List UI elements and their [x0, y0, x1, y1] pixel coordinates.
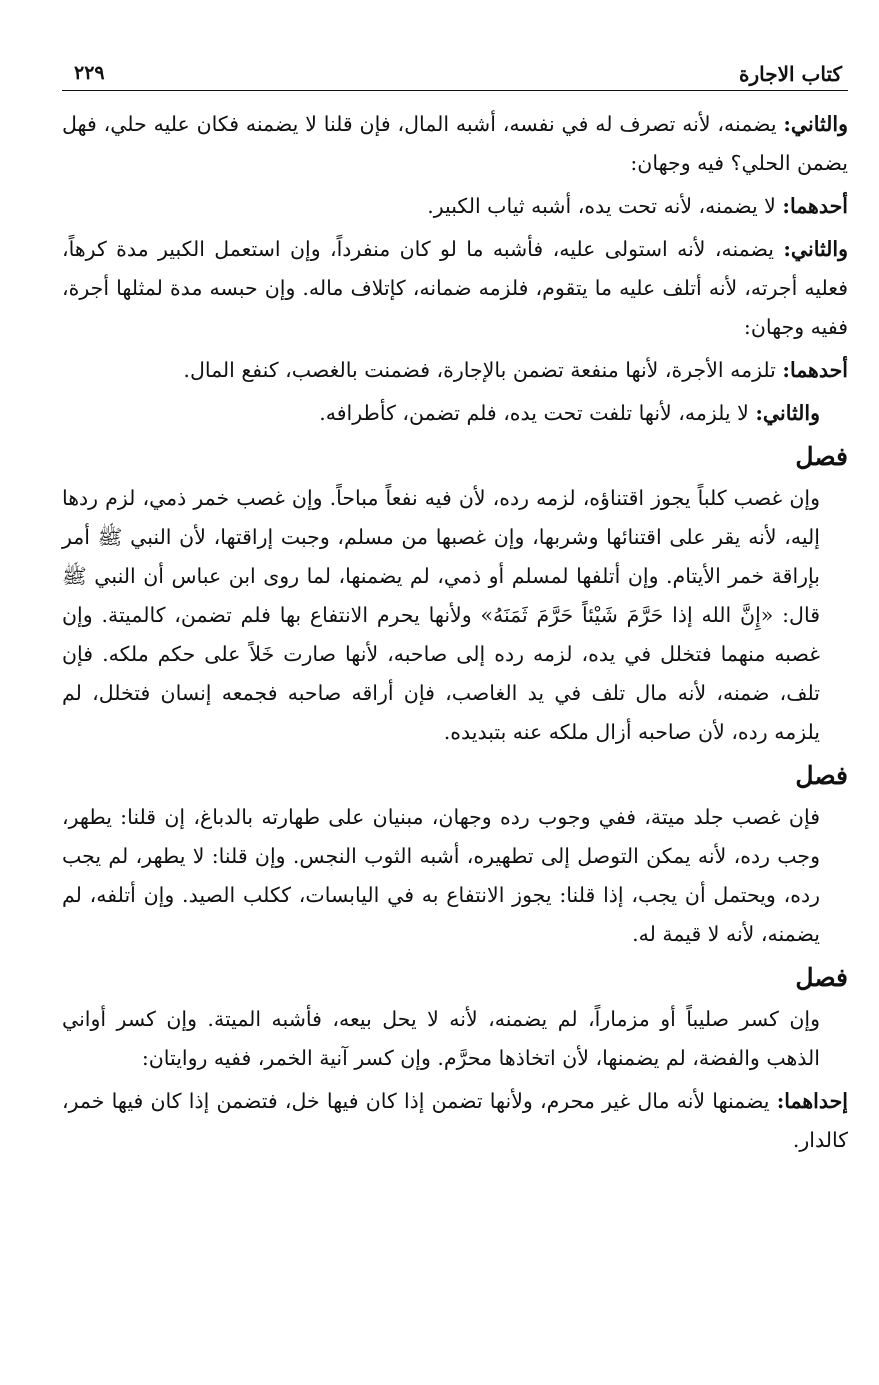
paragraph-text: لا يلزمه، لأنها تلفت تحت يده، فلم تضمن، كأطرافه.: [319, 401, 756, 425]
paragraph-text: لا يضمنه، لأنه تحت يده، أشبه ثياب الكبير.: [427, 194, 783, 218]
paragraph: [62, 230, 848, 347]
paragraph: وإن كسر صليباً أو مزماراً، لم يضمنه، لأنه لا يحل بيعه، فأشبه الميتة. وإن كسر أواني الذهب والفضة، لم يضمنها، لأن اتخاذها محرَّم. وإن كسر آنية الخمر، ففيه روايتان:: [62, 1007, 820, 1070]
page-body: [62, 105, 848, 1160]
paragraph-lead: إحداهما:: [776, 1089, 848, 1113]
page-header: [62, 58, 848, 91]
section-heading: فصل: [795, 442, 848, 471]
paragraph-lead: والثاني:: [783, 112, 848, 136]
page-number: ٢٢٩: [74, 62, 105, 84]
paragraph-lead: والثاني:: [755, 401, 820, 425]
paragraph: فإن غصب جلد ميتة، ففي وجوب رده وجهان، مبنيان على طهارته بالدباغ، إن قلنا: يطهر، وجب رده، لأنه يمكن التوصل إلى تطهيره، أشبه الثوب النجس. وإن قلنا: لا يطهر، لم يجب رده، ويحتمل أن يجب، إذا قلنا: يجوز الانتفاع به في اليابسات، ككلب الصيد. وإن أتلفه، لم يضمنه، لأنه لا قيمة له.: [62, 805, 820, 946]
paragraph-lead: أحدهما:: [782, 358, 848, 382]
paragraph-text: تلزمه الأجرة، لأنها منفعة تضمن بالإجارة، فضمنت بالغصب، كنفع المال.: [183, 358, 783, 382]
section-heading: فصل: [795, 761, 848, 790]
paragraph: وإن غصب كلباً يجوز اقتناؤه، لزمه رده، لأن فيه نفعاً مباحاً. وإن غصب خمر ذمي، لزم ردها إليه، لأنه يقر على اقتنائها وشربها، وإن غصبها من مسلم، وجبت إراقتها، لأن النبي ﷺ أمر بإراقة خمر الأيتام. وإن أتلفها لمسلم أو ذمي، لم يضمنها، لما روى ابن عباس أن النبي ﷺ قال: «إِنَّ الله إذا حَرَّمَ شَيْئاً حَرَّمَ ثَمَنَهُ» ولأنها يحرم الانتفاع بها فلم تضمن، كالميتة. وإن غصبه منهما فتخلل في يده، لزمه رده إلى صاحبه، لأنها صارت خَلاً على حكم ملكه. فإن تلف، ضمنه، لأنه مال تلف في يد الغاصب، فإن أراقه صاحبه فجمعه إنسان فتخلل، لم يلزمه رده، لأن صاحبه أزال ملكه عنه بتبديده.: [62, 486, 820, 744]
paragraph-text: يضمنها لأنه مال غير محرم، ولأنها تضمن إذا كان فيها خل، فتضمن إذا كان فيها خمر، كالدار.: [62, 1089, 848, 1152]
section-heading: فصل: [795, 963, 848, 992]
paragraph-text: يضمنه، لأنه استولى عليه، فأشبه ما لو كان منفرداً، وإن استعمل الكبير مدة كرهاً، فعليه أجرته، لأنه أتلف عليه ما يتقوم، فلزمه ضمانه، كإتلاف ماله. وإن حبسه مدة لمثلها أجرة، ففيه وجهان:: [62, 237, 848, 339]
paragraph-lead: أحدهما:: [782, 194, 848, 218]
paragraph: [62, 187, 848, 226]
paragraph: [62, 351, 848, 390]
page: [62, 58, 848, 1164]
paragraph: [62, 105, 848, 183]
paragraph-lead: والثاني:: [783, 237, 848, 261]
running-title: كتاب الاجارة: [739, 62, 842, 86]
paragraph: [62, 1082, 848, 1160]
paragraph: [62, 394, 848, 433]
paragraph-text: يضمنه، لأنه تصرف له في نفسه، أشبه المال، فإن قلنا لا يضمنه فكان عليه حلي، فهل يضمن الحلي؟ فيه وجهان:: [62, 112, 848, 175]
